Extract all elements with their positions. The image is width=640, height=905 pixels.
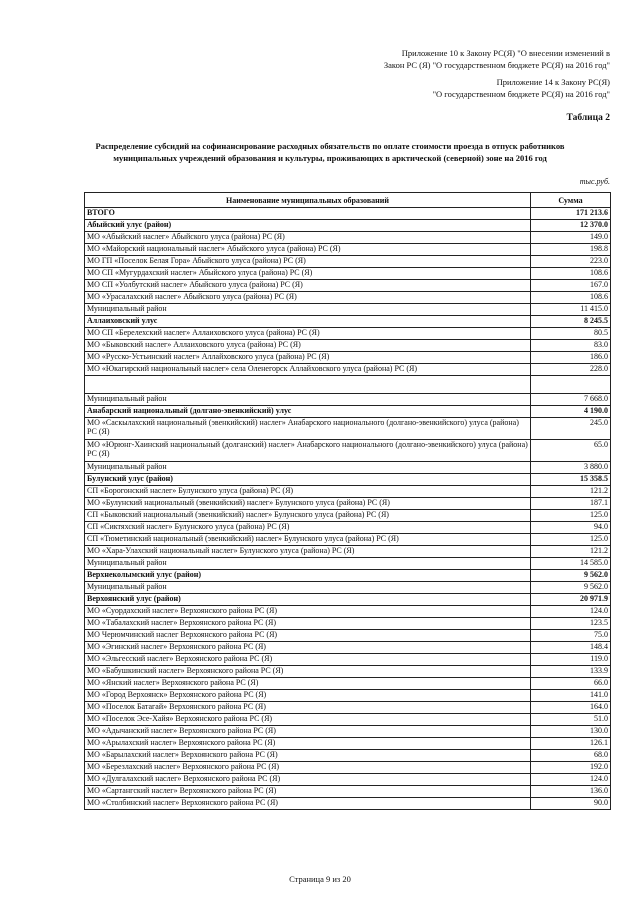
district-subtotal-row <box>85 594 611 606</box>
row-name: СП «Быковский национальный (эвенкийский) наслег» Булунского улуса (района) РС (Я) <box>85 510 531 522</box>
row-value: 20 971.9 <box>531 594 611 606</box>
row-value <box>531 376 611 394</box>
row-value: 90.0 <box>531 798 611 810</box>
table-row <box>85 522 611 534</box>
row-name: МО «Дулгалахский наслег» Верхоянского района РС (Я) <box>85 774 531 786</box>
table-label: Таблица 2 <box>566 113 610 123</box>
row-name: МО «Эльгесский наслег» Верхоянского района РС (Я) <box>85 654 531 666</box>
row-name: МО «Поселок Батагай» Верхоянского района РС (Я) <box>85 702 531 714</box>
title-line-1: Распределение субсидий на софинансирование расходных обязательств по оплате стоимости проезда в отпуск работников <box>95 141 565 151</box>
row-name: МО «Янский наслег» Верхоянского района РС (Я) <box>85 678 531 690</box>
row-name: МО ГП «Поселок Белая Гора» Абыйского улуса (района) РС (Я) <box>85 256 531 268</box>
district-subtotal-row <box>85 570 611 582</box>
total-value: 171 213.6 <box>531 208 611 220</box>
units-label: тыс.руб. <box>579 177 610 186</box>
row-value: 65.0 <box>531 440 611 462</box>
table-row <box>85 726 611 738</box>
subsidy-table <box>84 192 611 810</box>
table-row <box>85 340 611 352</box>
row-name: Аллаиховский улус <box>85 316 531 328</box>
row-value: 94.0 <box>531 522 611 534</box>
appendix-14-line-1: Приложение 14 к Закону РС(Я) <box>496 77 610 87</box>
table-row <box>85 510 611 522</box>
row-value: 9 562.0 <box>531 582 611 594</box>
row-name: МО «Арылахский наслег» Верхоянского района РС (Я) <box>85 738 531 750</box>
row-value: 7 668.0 <box>531 394 611 406</box>
row-name: МО «Табалахский наслег» Верхоянского района РС (Я) <box>85 618 531 630</box>
column-header-sum: Сумма <box>531 193 611 208</box>
title-line-2: муниципальных учреждений образования и культуры, проживающих в арктической (северной) зоне на 2016 год <box>113 153 547 163</box>
document-title <box>70 140 590 164</box>
row-value: 198.8 <box>531 244 611 256</box>
row-value: 66.0 <box>531 678 611 690</box>
row-value: 124.0 <box>531 774 611 786</box>
table-row <box>85 328 611 340</box>
row-value: 186.0 <box>531 352 611 364</box>
row-value: 121.2 <box>531 546 611 558</box>
row-value: 9 562.0 <box>531 570 611 582</box>
row-name: МО СП «Берелехский наслег» Аллаиховского улуса (района) РС (Я) <box>85 328 531 340</box>
column-header-name: Наименование муниципальных образований <box>85 193 531 208</box>
table-row <box>85 352 611 364</box>
row-value: 228.0 <box>531 364 611 376</box>
row-name: МО «Поселок Эсе-Хайя» Верхоянского района РС (Я) <box>85 714 531 726</box>
row-name: МО «Барылахский наслег» Верхоянского района РС (Я) <box>85 750 531 762</box>
row-value: 187.1 <box>531 498 611 510</box>
appendix-10-header <box>384 47 610 71</box>
row-value: 164.0 <box>531 702 611 714</box>
row-name: МО «Бабушкинский наслег» Верхоянского района РС (Я) <box>85 666 531 678</box>
row-value: 108.6 <box>531 292 611 304</box>
row-name: СП «Сиктяхский наслег» Булунского улуса (района) РС (Я) <box>85 522 531 534</box>
table-row <box>85 280 611 292</box>
row-value: 223.0 <box>531 256 611 268</box>
table-row <box>85 394 611 406</box>
row-value: 121.2 <box>531 486 611 498</box>
table-row <box>85 642 611 654</box>
row-value: 12 370.0 <box>531 220 611 232</box>
row-value: 133.9 <box>531 666 611 678</box>
table-row <box>85 582 611 594</box>
row-name: Муниципальный район <box>85 558 531 570</box>
row-value: 148.4 <box>531 642 611 654</box>
row-name: Верхоянский улус (район) <box>85 594 531 606</box>
row-value: 68.0 <box>531 750 611 762</box>
row-name: СП «Тюметинский национальный (эвенкийский) наслег» Булунского улуса (района) РС (Я) <box>85 534 531 546</box>
row-name: МО «Столбинский наслег» Верхоянского района РС (Я) <box>85 798 531 810</box>
table-header-row <box>85 193 611 208</box>
table-row <box>85 268 611 280</box>
row-value: 192.0 <box>531 762 611 774</box>
row-value: 75.0 <box>531 630 611 642</box>
row-name: МО «Булунский национальный (эвенкийский) наслег» Булунского улуса (района) РС (Я) <box>85 498 531 510</box>
district-subtotal-row <box>85 220 611 232</box>
row-name: МО «Березлахский наслег» Верхоянского района РС (Я) <box>85 762 531 774</box>
table-row <box>85 244 611 256</box>
row-name: Муниципальный район <box>85 304 531 316</box>
row-name: МО «Русско-Устьинский наслег» Аллайховского улуса (района) РС (Я) <box>85 352 531 364</box>
row-name: СП «Борогонский наслег» Булунского улуса (района) РС (Я) <box>85 486 531 498</box>
row-value: 80.5 <box>531 328 611 340</box>
page-number: Страница 9 из 20 <box>289 874 351 884</box>
row-value: 14 585.0 <box>531 558 611 570</box>
district-subtotal-row <box>85 316 611 328</box>
row-value: 167.0 <box>531 280 611 292</box>
row-value: 123.5 <box>531 618 611 630</box>
row-name: Абыйский улус (район) <box>85 220 531 232</box>
row-name: МО СП «Мугурдахский наслег» Абыйского улуса (района) РС (Я) <box>85 268 531 280</box>
table-row <box>85 702 611 714</box>
row-value: 8 245.5 <box>531 316 611 328</box>
table-row <box>85 750 611 762</box>
appendix-14-header <box>433 76 610 100</box>
row-name: МО «Урасалахский наслег» Абыйского улуса (района) РС (Я) <box>85 292 531 304</box>
table-row <box>85 786 611 798</box>
total-label: ВТОГО <box>85 208 531 220</box>
row-value: 83.0 <box>531 340 611 352</box>
table-row <box>85 618 611 630</box>
row-value: 124.0 <box>531 606 611 618</box>
table-row <box>85 364 611 376</box>
table-row <box>85 376 611 394</box>
row-name: МО «Юкагирский национальный наслег» села Оленегорск Аллайховского улуса (района) РС (Я) <box>85 364 531 376</box>
row-name: МО Черюмчинский наслег Верхоянского района РС (Я) <box>85 630 531 642</box>
table-row <box>85 666 611 678</box>
row-name <box>85 376 531 394</box>
table-row <box>85 440 611 462</box>
row-name: Муниципальный район <box>85 394 531 406</box>
row-value: 126.1 <box>531 738 611 750</box>
row-value: 11 415.0 <box>531 304 611 316</box>
table-row <box>85 606 611 618</box>
table-row <box>85 534 611 546</box>
table-row <box>85 232 611 244</box>
row-value: 125.0 <box>531 510 611 522</box>
appendix-10-line-2: Закон РС (Я) "О государственном бюджете РС(Я) на 2016 год" <box>383 60 610 70</box>
table-row <box>85 774 611 786</box>
row-value: 141.0 <box>531 690 611 702</box>
appendix-10-line-1: Приложение 10 к Закону РС(Я) "О внесении изменений в <box>401 48 610 58</box>
table-row <box>85 292 611 304</box>
row-name: Муниципальный район <box>85 462 531 474</box>
row-name: МО «Быковский наслег» Аллаиховского улуса (района) РС (Я) <box>85 340 531 352</box>
district-subtotal-row <box>85 474 611 486</box>
row-name: МО «Город Верхоянск» Верхоянского района РС (Я) <box>85 690 531 702</box>
table-row <box>85 462 611 474</box>
row-name: Анабарский национальный (долгано-эвенкийский) улус <box>85 406 531 418</box>
row-value: 149.0 <box>531 232 611 244</box>
row-value: 125.0 <box>531 534 611 546</box>
table-row <box>85 714 611 726</box>
row-value: 130.0 <box>531 726 611 738</box>
row-value: 51.0 <box>531 714 611 726</box>
row-value: 3 880.0 <box>531 462 611 474</box>
district-subtotal-row <box>85 406 611 418</box>
row-name: МО «Саскылахский национальный (эвенкийский) наслег» Анабарского национального (долгано-эвенкийского) улуса (района) РС (Я) <box>85 418 531 440</box>
table-row <box>85 418 611 440</box>
row-value: 15 358.5 <box>531 474 611 486</box>
row-name: Верхнеколымский улус (район) <box>85 570 531 582</box>
table-row <box>85 654 611 666</box>
row-name: Муниципальный район <box>85 582 531 594</box>
table-row <box>85 690 611 702</box>
row-name: МО «Майорский национальный наслег» Абыйского улуса (района) РС (Я) <box>85 244 531 256</box>
table-row <box>85 678 611 690</box>
row-value: 119.0 <box>531 654 611 666</box>
row-value: 245.0 <box>531 418 611 440</box>
table-row <box>85 546 611 558</box>
row-name: МО «Адычанский наслег» Верхоянского района РС (Я) <box>85 726 531 738</box>
table-row <box>85 738 611 750</box>
table-row <box>85 762 611 774</box>
row-name: МО «Сартангский наслег» Верхоянского района РС (Я) <box>85 786 531 798</box>
row-name: МО «Юрюнг-Хаинский национальный (долганский) наслег» Анабарского национального (долгано-эвенкийского) улуса (района) РС (Я) <box>85 440 531 462</box>
row-value: 4 190.0 <box>531 406 611 418</box>
row-value: 108.6 <box>531 268 611 280</box>
total-row <box>85 208 611 220</box>
table-row <box>85 256 611 268</box>
table-row <box>85 486 611 498</box>
table-row <box>85 304 611 316</box>
table-row <box>85 630 611 642</box>
row-name: Булунский улус (район) <box>85 474 531 486</box>
row-name: МО «Суордахский наслег» Верхоянского района РС (Я) <box>85 606 531 618</box>
table-row <box>85 798 611 810</box>
row-name: МО «Абыйский наслег» Абыйского улуса (района) РС (Я) <box>85 232 531 244</box>
table-row <box>85 558 611 570</box>
row-value: 136.0 <box>531 786 611 798</box>
appendix-14-line-2: "О государственном бюджете РС(Я) на 2016 год" <box>432 89 610 99</box>
table-row <box>85 498 611 510</box>
row-name: МО «Хара-Улахский национальный наслег» Булунского улуса (района) РС (Я) <box>85 546 531 558</box>
row-name: МО «Эгинский наслег» Верхоянского района РС (Я) <box>85 642 531 654</box>
row-name: МО СП «Уолбутский наслег» Абыйского улуса (района) РС (Я) <box>85 280 531 292</box>
